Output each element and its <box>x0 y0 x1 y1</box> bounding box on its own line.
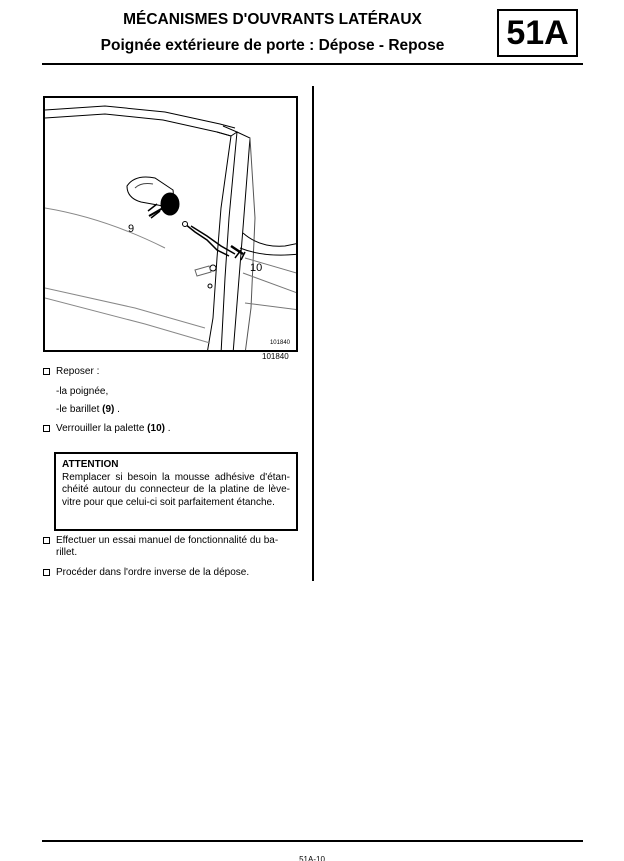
column-divider <box>312 86 314 581</box>
chapter-code-box <box>497 9 578 57</box>
substep-barrel: -le barillet (9) . <box>56 404 120 415</box>
checkbox-bullet-icon <box>43 569 50 576</box>
callout-10: 10 <box>250 262 263 274</box>
callout-9: 9 <box>128 223 135 235</box>
substep-handle: -la poignée, <box>56 386 109 397</box>
figure-ref-inner: 101840 <box>269 340 290 346</box>
door-handle-drawing <box>45 98 298 352</box>
attention-title: ATTENTION <box>62 459 119 470</box>
chapter-code: 51A <box>506 13 569 52</box>
section-title: MÉCANISMES D'OUVRANTS LATÉRAUX <box>123 11 422 28</box>
checkbox-bullet-icon <box>43 537 50 544</box>
step-reverse: Procéder dans l'ordre inverse de la dépose. <box>43 567 249 579</box>
checkbox-bullet-icon <box>43 425 50 432</box>
attention-body: Remplacer si besoin la mousse adhésive d'étan-chéité autour du connecteur de la platine de lève-vitre pour que celui-ci soit parfaitement étanche. <box>62 471 290 508</box>
footer-rule <box>42 840 583 842</box>
figure-ref: 101840 <box>262 352 289 361</box>
checkbox-bullet-icon <box>43 368 50 375</box>
header-rule <box>42 63 583 65</box>
attention-box <box>54 452 298 531</box>
step-manual-test: Effectuer un essai manuel de fonctionnalité du ba- rillet. <box>43 535 298 559</box>
step-reposer: Reposer : <box>43 366 99 378</box>
step-lock-palette: Verrouiller la palette (10) . <box>43 423 171 435</box>
section-subtitle: Poignée extérieure de porte : Dépose - Repose <box>100 37 445 54</box>
door-handle-illustration <box>43 96 298 352</box>
page-number: 51A-10 <box>299 855 325 861</box>
